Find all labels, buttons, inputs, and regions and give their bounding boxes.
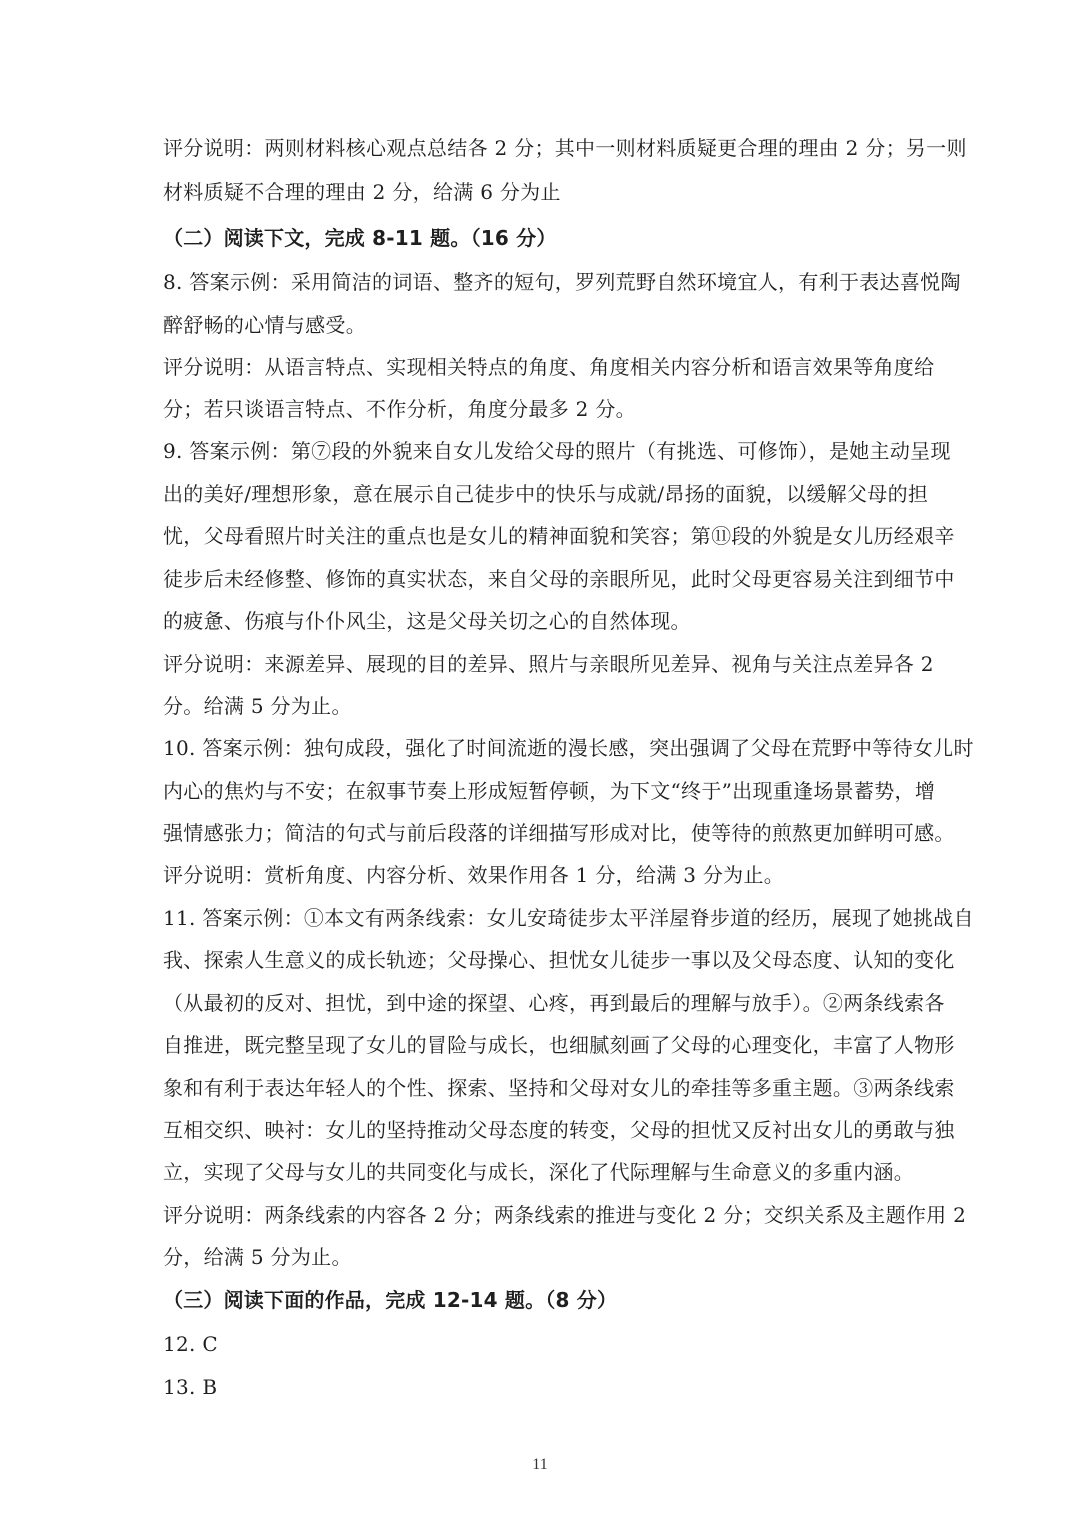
- answer-8-line-1: 8. 答案示例：采用简洁的词语、整齐的短句，罗列荒野自然环境宜人，有利于表达喜悦陶: [163, 270, 961, 294]
- answer-11-line-4: 自推进，既完整呈现了女儿的冒险与成长，也细腻刻画了父母的心理变化，丰富了人物形: [163, 1033, 955, 1057]
- answer-9-line-2: 出的美好/理想形象，意在展示自己徒步中的快乐与成就/昂扬的面貌，以缓解父母的担: [163, 482, 929, 506]
- answer-12: 12. C: [163, 1332, 218, 1356]
- answer-13: 13. B: [163, 1375, 218, 1399]
- answer-11-line-1: 11. 答案示例：①本文有两条线索：女儿安琦徒步太平洋屋脊步道的经历，展现了她挑战自: [163, 906, 974, 930]
- answer-9-line-4: 徒步后未经修整、修饰的真实状态，来自父母的亲眼所见，此时父母更容易关注到细节中: [163, 567, 955, 591]
- scoring-note-7-line-2: 材料质疑不合理的理由 2 分，给满 6 分为止: [163, 180, 561, 204]
- scoring-note-9-line-1: 评分说明：来源差异、展现的目的差异、照片与亲眼所见差异、视角与关注点差异各 2: [163, 652, 934, 676]
- answer-11-line-5: 象和有利于表达年轻人的个性、探索、坚持和父母对女儿的牵挂等多重主题。③两条线索: [163, 1076, 955, 1100]
- answer-10-line-1: 10. 答案示例：独句成段，强化了时间流逝的漫长感，突出强调了父母在荒野中等待女儿时: [163, 736, 974, 760]
- scoring-note-8-line-2: 分；若只谈语言特点、不作分析，角度分最多 2 分。: [163, 397, 636, 421]
- scoring-note-11-line-2: 分，给满 5 分为止。: [163, 1245, 352, 1269]
- answer-10-line-3: 强情感张力；简洁的句式与前后段落的详细描写形成对比，使等待的煎熬更加鲜明可感。: [163, 821, 955, 845]
- answer-8-line-2: 醉舒畅的心情与感受。: [163, 313, 366, 337]
- answer-11-line-3: （从最初的反对、担忧，到中途的探望、心疼，再到最后的理解与放手）。②两条线索各: [163, 991, 945, 1015]
- scoring-note-10: 评分说明：赏析角度、内容分析、效果作用各 1 分，给满 3 分为止。: [163, 863, 785, 887]
- scoring-note-8-line-1: 评分说明：从语言特点、实现相关特点的角度、角度相关内容分析和语言效果等角度给: [163, 355, 935, 379]
- scoring-note-7-line-1: 评分说明：两则材料核心观点总结各 2 分；其中一则材料质疑更合理的理由 2 分；另一则: [163, 136, 967, 160]
- answer-9-line-3: 忧，父母看照片时关注的重点也是女儿的精神面貌和笑容；第⑪段的外貌是女儿历经艰辛: [163, 524, 955, 548]
- answer-10-line-2: 内心的焦灼与不安；在叙事节奏上形成短暂停顿，为下文“终于”出现重逢场景蓄势，增: [163, 779, 936, 803]
- section-heading-3: （三）阅读下面的作品，完成 12-14 题。（8 分）: [163, 1288, 618, 1312]
- answer-9-line-1: 9. 答案示例：第⑦段的外貌来自女儿发给父母的照片（有挑选、可修饰），是她主动呈现: [163, 439, 951, 463]
- page-number: 11: [532, 1456, 548, 1473]
- answer-9-line-5: 的疲惫、伤痕与仆仆风尘，这是父母关切之心的自然体现。: [163, 609, 691, 633]
- answer-11-line-2: 我、探索人生意义的成长轨迹；父母操心、担忧女儿徒步一事以及父母态度、认知的变化: [163, 948, 955, 972]
- answer-11-line-7: 立，实现了父母与女儿的共同变化与成长，深化了代际理解与生命意义的多重内涵。: [163, 1160, 915, 1184]
- scoring-note-11-line-1: 评分说明：两条线索的内容各 2 分；两条线索的推进与变化 2 分；交织关系及主题作用 2: [163, 1203, 967, 1227]
- section-heading-2: （二）阅读下文，完成 8-11 题。（16 分）: [163, 226, 557, 250]
- scoring-note-9-line-2: 分。给满 5 分为止。: [163, 694, 352, 718]
- answer-11-line-6: 互相交织、映衬：女儿的坚持推动父母态度的转变，父母的担忧又反衬出女儿的勇敢与独: [163, 1118, 955, 1142]
